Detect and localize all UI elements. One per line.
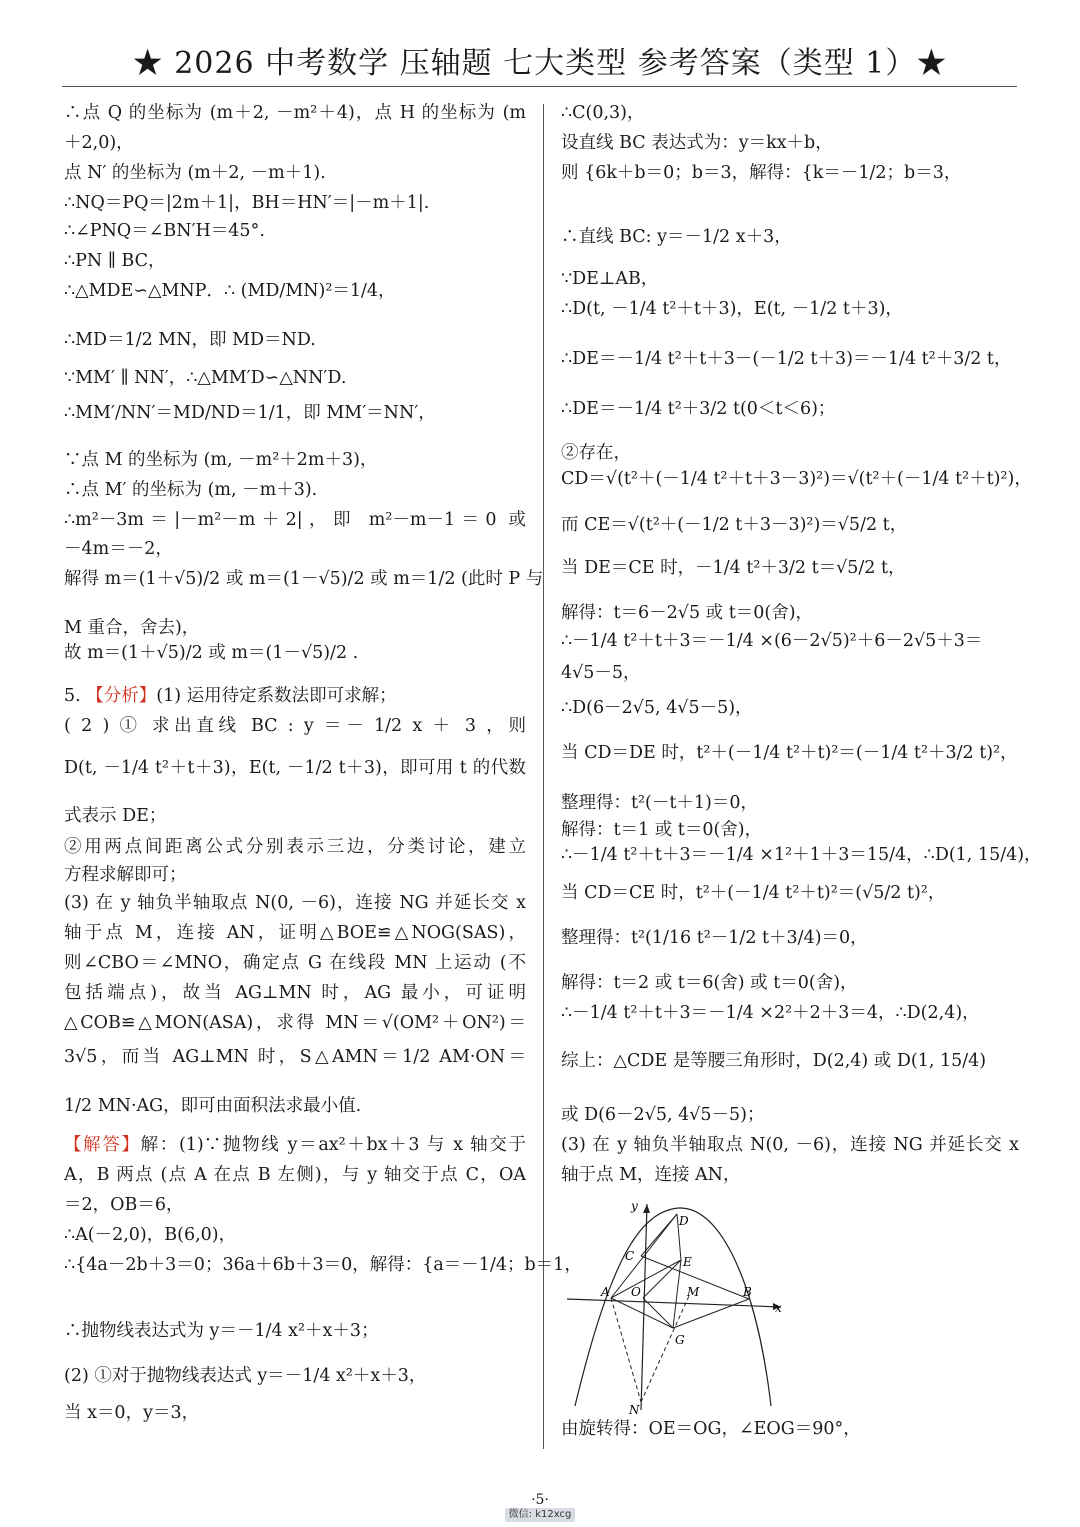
parabola-curve — [575, 1208, 771, 1406]
title-divider — [62, 86, 1017, 87]
left-column-line: 5. 【分析】(1) 运用待定系数法即可求解； — [64, 686, 397, 706]
left-column-line: ＝2，OB＝6， — [64, 1195, 184, 1215]
right-column-line: ∴－1/4 t²＋t＋3＝－1/4 ×1²＋1＋3＝15/4，∴D(1, 15/4)， — [561, 845, 1042, 865]
line-AE — [611, 1260, 681, 1298]
left-column-line: ∵MM′ ∥ NN′，∴△MM′D∽△NN′D. — [64, 368, 347, 388]
label-D: D — [679, 1214, 689, 1228]
right-column-line: ∴DE＝－1/4 t²＋3/2 t(0＜t＜6)； — [561, 399, 836, 419]
right-column-line: 设直线 BC 表达式为：y＝kx＋b， — [561, 133, 833, 153]
left-column-line: 方程求解即可； — [64, 865, 187, 885]
left-column-line: △COB≌△MON(ASA)，求得 MN＝√(OM²＋ON²)＝ — [64, 1013, 526, 1033]
left-column-line: ＋2,0)， — [64, 133, 134, 153]
left-column-line: D(t, －1/4 t²＋t＋3)，E(t, －1/2 t＋3)，即可用 t 的代数 — [64, 758, 526, 778]
right-column-line: 解得：t＝1 或 t＝0(舍)， — [561, 820, 763, 840]
right-column-line: 当 CD＝DE 时，t²＋(－1/4 t²＋t)²＝(－1/4 t²＋3/2 t)²， — [561, 743, 1018, 763]
page-number: ·5· — [531, 1492, 549, 1508]
label-O: O — [631, 1285, 641, 1299]
right-column-line: 当 DE＝CE 时，－1/4 t²＋3/2 t＝√5/2 t， — [561, 558, 906, 578]
right-column-line: 解得：t＝2 或 t＝6(舍) 或 t＝0(舍)， — [561, 973, 858, 993]
left-column-line: ∴点 M′ 的坐标为 (m, －m＋3). — [64, 480, 318, 500]
left-column-line: ②用两点间距离公式分别表示三边，分类讨论，建立 — [64, 837, 526, 857]
left-column-line: 轴于点 M，连接 AN，证明△BOE≌△NOG(SAS)， — [64, 923, 526, 943]
left-column-line: (3) 在 y 轴负半轴取点 N(0, －6)，连接 NG 并延长交 x — [64, 893, 526, 913]
right-column-line: 由旋转得：OE＝OG，∠EOG＝90°， — [561, 1419, 861, 1439]
left-column-line: ∴{4a－2b＋3＝0；36a＋6b＋3＝0，解得：{a＝－1/4；b＝1， — [64, 1255, 582, 1275]
right-column-line: 4√5－5， — [561, 663, 641, 683]
label-G: G — [675, 1333, 685, 1347]
right-column-line: 整理得：t²(1/16 t²－1/2 t＋3/4)＝0， — [561, 928, 868, 948]
right-column-line: ∴D(t, －1/4 t²＋t＋3)，E(t, －1/2 t＋3)， — [561, 299, 903, 319]
right-column-line: 或 D(6－2√5, 4√5－5)； — [561, 1105, 765, 1125]
column-divider — [543, 104, 544, 1449]
label-y: y — [631, 1199, 638, 1213]
label-A: A — [601, 1285, 610, 1299]
left-column-line: ∴A(－2,0)，B(6,0)， — [64, 1225, 237, 1245]
right-column-line: ②存在， — [561, 443, 631, 463]
label-M: M — [687, 1285, 700, 1299]
right-column-line: ∴C(0,3)， — [561, 103, 645, 123]
label-x: x — [775, 1301, 782, 1315]
wechat-watermark: 微信: k12xcg — [505, 1508, 575, 1522]
left-column-line: ∴点 Q 的坐标为 (m＋2, －m²＋4)，点 H 的坐标为 (m — [64, 103, 526, 123]
left-column-line: 点 N′ 的坐标为 (m＋2, －m＋1). — [64, 163, 326, 183]
right-column-line: ∴DE＝－1/4 t²＋t＋3－(－1/2 t＋3)＝－1/4 t²＋3/2 t， — [561, 349, 1012, 369]
left-column-line: 故 m＝(1＋√5)/2 或 m＝(1－√5)/2 . — [64, 643, 359, 663]
left-column-line: ∴m²－3m＝|－m²－m＋2|，即 m²－m－1＝0 或 — [64, 510, 526, 530]
line-OE — [643, 1260, 681, 1298]
x-axis — [567, 1299, 781, 1307]
left-column-line: A，B 两点 (点 A 在点 B 左侧)，与 y 轴交于点 C，OA — [64, 1165, 526, 1185]
left-column-line: ( 2 ) ① 求出直线 BC : y ＝－ 1/2 x ＋ 3 ，则 — [64, 716, 526, 736]
left-column-line: (2) ①对于抛物线表达式 y＝－1/4 x²＋x＋3， — [64, 1366, 427, 1386]
right-column-line: 轴于点 M，连接 AN， — [561, 1165, 741, 1185]
y-axis-arrow — [643, 1204, 650, 1213]
left-column-line: 解得 m＝(1＋√5)/2 或 m＝(1－√5)/2 或 m＝1/2 (此时 P 与 — [64, 569, 544, 589]
page-title: ★ 2026 中考数学 压轴题 七大类型 参考答案（类型 1）★ — [132, 46, 948, 81]
right-column-line: 整理得：t²(－t＋1)＝0， — [561, 793, 759, 813]
left-column-line: 【解答】解：(1)∵抛物线 y＝ax²＋bx＋3 与 x 轴交于 — [64, 1135, 526, 1155]
label-C: C — [625, 1249, 635, 1263]
right-column-line: ∵DE⊥AB， — [561, 269, 659, 289]
left-column-line: ∴MM′/NN′＝MD/ND＝1/1，即 MM′＝NN′， — [64, 403, 436, 423]
label-E: E — [683, 1255, 692, 1269]
left-column-line: ∴△MDE∽△MNP．∴ (MD/MN)²＝1/4， — [64, 281, 396, 301]
right-column-line: 则 {6k＋b＝0；b＝3，解得：{k＝－1/2；b＝3， — [561, 163, 962, 183]
left-column-line: 则∠CBO＝∠MNO，确定点 G 在线段 MN 上运动 (不 — [64, 953, 526, 973]
line-NG — [641, 1296, 689, 1402]
left-column-line: 3√5，而当 AG⊥MN 时，S△AMN＝1/2 AM·ON＝ — [64, 1047, 526, 1067]
right-column-line: (3) 在 y 轴负半轴取点 N(0, －6)，连接 NG 并延长交 x — [561, 1135, 1019, 1155]
right-column-line: ∴直线 BC: y＝－1/2 x＋3， — [561, 227, 792, 247]
section-tag: 【解答】 — [64, 1135, 141, 1155]
parabola-figure — [561, 1196, 801, 1416]
left-column-line: －4m＝－2， — [64, 539, 173, 559]
right-column-line: 解得：t＝6－2√5 或 t＝0(舍)， — [561, 603, 814, 623]
problem-number: 5. — [64, 686, 87, 706]
label-N: N — [629, 1403, 640, 1416]
left-column-line: ∴PN ∥ BC， — [64, 251, 166, 271]
right-column-line: ∴－1/4 t²＋t＋3＝－1/4 ×(6－2√5)²＋6－2√5＋3＝ — [561, 631, 983, 651]
right-column-line: ∴D(6－2√5, 4√5－5)， — [561, 698, 753, 718]
left-column-line: ∴∠PNQ＝∠BN′H＝45°. — [64, 221, 265, 241]
right-column-line: 当 CD＝CE 时，t²＋(－1/4 t²＋t)²＝(√5/2 t)²， — [561, 883, 946, 903]
line-AN — [611, 1298, 641, 1402]
left-column-line: 式表示 DE； — [64, 806, 167, 826]
left-column-line: 1/2 MN·AG，即可由面积法求最小值. — [64, 1096, 362, 1116]
left-column-line: M 重合，舍去)， — [64, 618, 200, 638]
right-column-line: 综上：△CDE 是等腰三角形时，D(2,4) 或 D(1, 15/4) — [561, 1051, 987, 1071]
left-column-line: ∴抛物线表达式为 y＝－1/4 x²＋x＋3； — [64, 1321, 379, 1341]
left-column-line: ∴MD＝1/2 MN，即 MD＝ND. — [64, 330, 316, 350]
left-column-line: ∵点 M 的坐标为 (m, －m²＋2m＋3)， — [64, 450, 378, 470]
y-axis — [641, 1204, 647, 1410]
left-column-line: 包括端点)，故当 AG⊥MN 时，AG 最小，可证明 — [64, 983, 526, 1003]
left-column-line: 当 x＝0，y＝3， — [64, 1403, 200, 1423]
right-column-line: ∴－1/4 t²＋t＋3＝－1/4 ×2²＋2＋3＝4，∴D(2,4)， — [561, 1003, 980, 1023]
label-B: B — [743, 1285, 752, 1299]
right-column-line: 而 CE＝√(t²＋(－1/2 t＋3－3)²)＝√5/2 t， — [561, 515, 908, 535]
section-tag: 【分析】 — [86, 686, 157, 706]
right-column-line: CD＝√(t²＋(－1/4 t²＋t＋3－3)²)＝√(t²＋(－1/4 t²＋t)²)， — [561, 469, 1032, 489]
left-column-line: ∴NQ＝PQ＝|2m＋1|，BH＝HN′＝|－m＋1|. — [64, 193, 430, 213]
